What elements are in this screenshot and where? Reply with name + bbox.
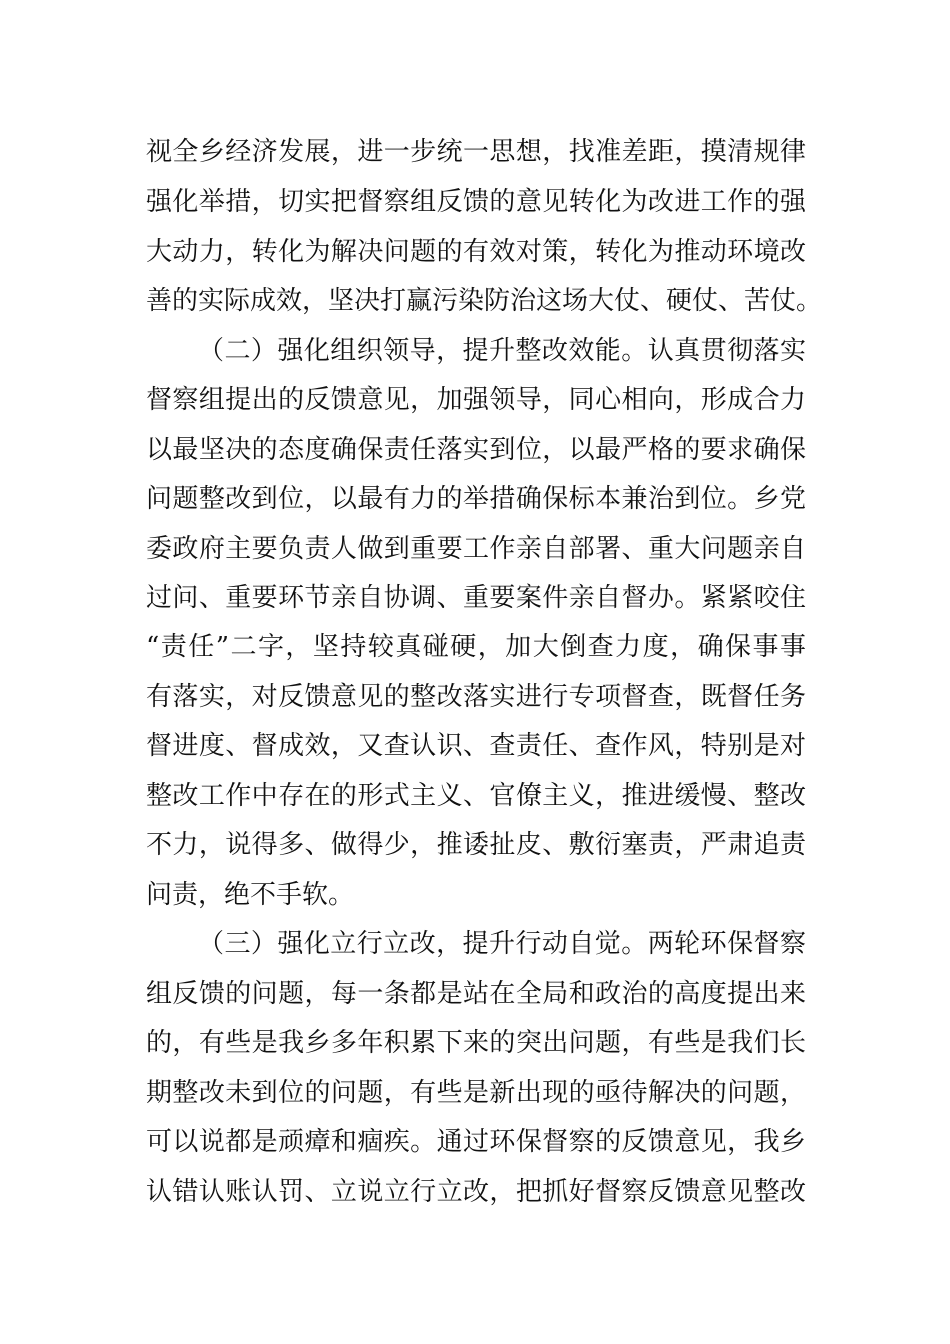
text-line: 督进度、督成效，又查认识、查责任、查作风，特别是对 — [146, 731, 806, 761]
text-line: 问责，绝不手软。 — [146, 880, 355, 910]
text-line: 不力，说得多、做得少，推诿扯皮、敷衍塞责，严肃追责 — [146, 830, 806, 860]
text-line: 可以说都是顽瘴和痼疾。通过环保督察的反馈意见，我乡 — [146, 1127, 806, 1157]
text-line: 督察组提出的反馈意见，加强领导，同心相向，形成合力 — [146, 385, 806, 415]
text-line: 善的实际成效，坚决打赢污染防治这场大仗、硬仗、苦仗。 — [146, 286, 823, 316]
text-line: 视全乡经济发展，进一步统一思想，找准差距，摸清规律 — [146, 137, 806, 167]
text-line: 期整改未到位的问题，有些是新出现的亟待解决的问题， — [146, 1078, 806, 1108]
text-line: 过问、重要环节亲自协调、重要案件亲自督办。紧紧咬住 — [146, 583, 806, 613]
text-line: 问题整改到位，以最有力的举措确保标本兼治到位。乡党 — [146, 484, 806, 514]
text-line: 大动力，转化为解决问题的有效对策，转化为推动环境改 — [146, 237, 806, 267]
text-line: 认错认账认罚、立说立行立改，把抓好督察反馈意见整改 — [146, 1177, 806, 1207]
text-line: 整改工作中存在的形式主义、官僚主义，推进缓慢、整改 — [146, 781, 806, 811]
text-line: 委政府主要负责人做到重要工作亲自部署、重大问题亲自 — [146, 534, 806, 564]
text-line: 以最坚决的态度确保责任落实到位，以最严格的要求确保 — [146, 435, 806, 465]
text-line: “责任”二字，坚持较真碰硬，加大倒查力度，确保事事 — [146, 632, 806, 662]
text-line: 强化举措，切实把督察组反馈的意见转化为改进工作的强 — [146, 187, 806, 217]
section-heading-line: （二）强化组织领导，提升整改效能。认真贯彻落实 — [198, 336, 806, 366]
text-line: 组反馈的问题，每一条都是站在全局和政治的高度提出来 — [146, 979, 806, 1009]
text-line: 的，有些是我乡多年积累下来的突出问题，有些是我们长 — [146, 1028, 806, 1058]
text-line: 有落实，对反馈意见的整改落实进行专项督查，既督任务 — [146, 682, 806, 712]
section-heading-line: （三）强化立行立改，提升行动自觉。两轮环保督察 — [198, 929, 806, 959]
